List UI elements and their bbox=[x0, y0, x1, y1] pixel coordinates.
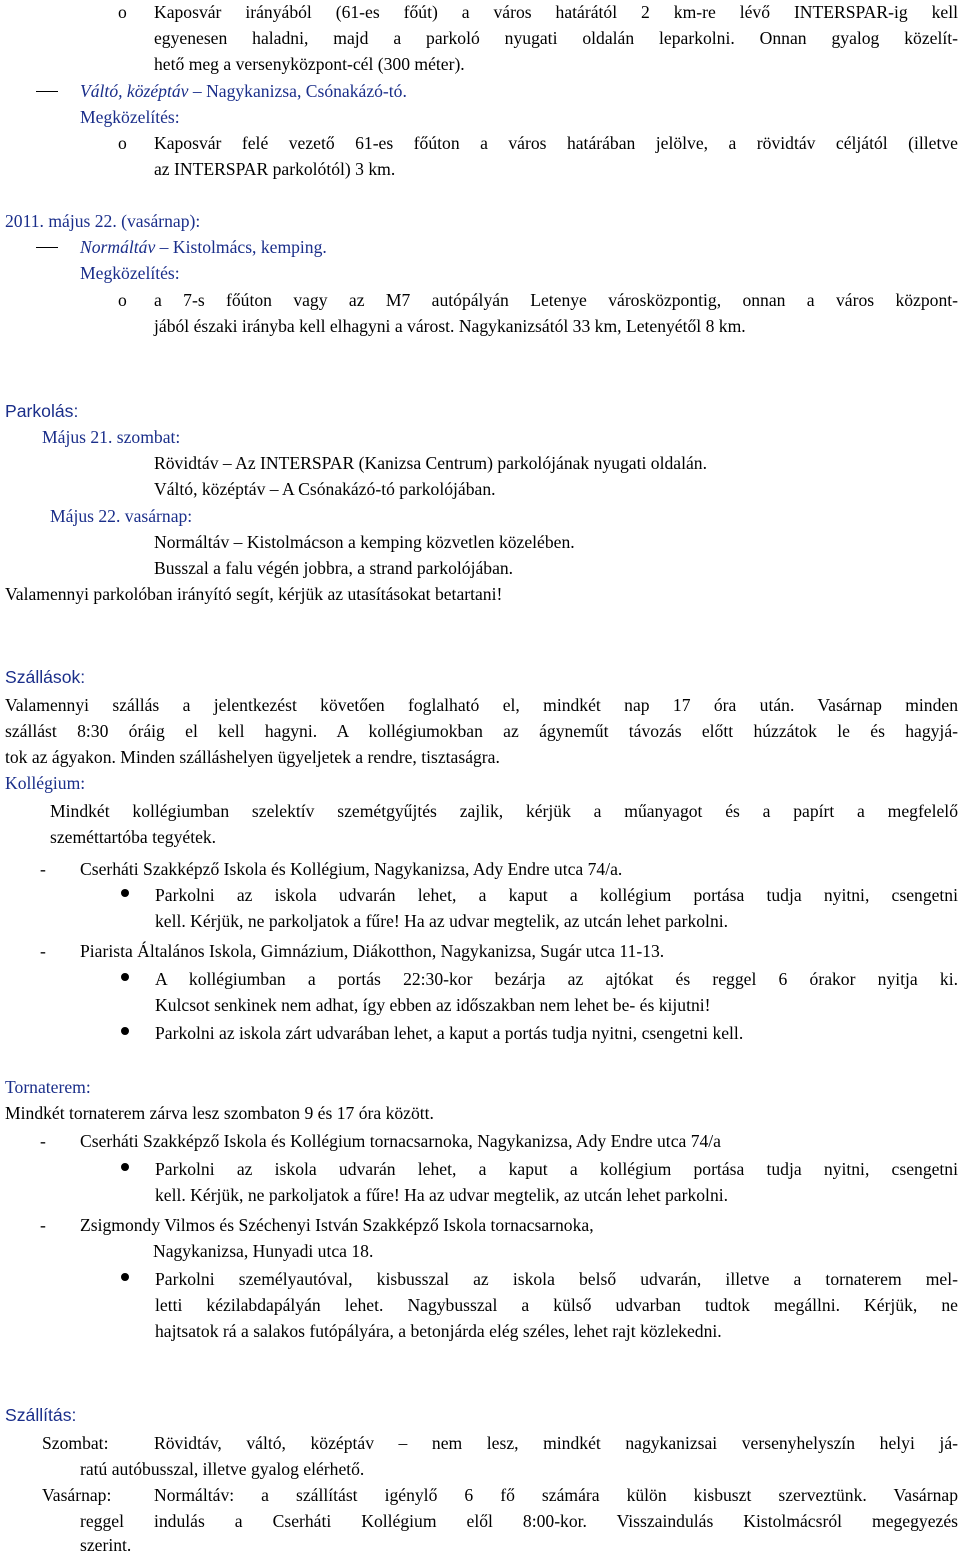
parking-info: Normáltáv – Kistolmácson a kemping közvetlen közelében. bbox=[154, 532, 575, 552]
directions-line: jából északi irányba kell elhagyni a várost. Nagykanizsától 33 km, Letenyétől 8 km. bbox=[154, 316, 746, 336]
parking-info: Rövidtáv – Az INTERSPAR (Kanizsa Centrum) parkolójának nyugati oldalán. bbox=[154, 453, 707, 473]
gym-paragraph: Mindkét tornaterem zárva lesz szombaton 9 és 17 óra között. bbox=[5, 1103, 434, 1123]
transport-info: ratú autóbusszal, illetve gyalog elérhető. bbox=[80, 1459, 365, 1479]
school-info: kell. Kérjük, ne parkoljatok a fűre! Ha az udvar megtelik, az utcán lehet parkolni. bbox=[155, 911, 729, 931]
school-name: Cserháti Szakképző Iskola és Kollégium, Nagykanizsa, Ady Endre utca 74/a. bbox=[80, 859, 623, 879]
relay-middle-entry: Váltó, középtáv – Nagykanizsa, Csónakázó-tó. bbox=[80, 81, 407, 101]
parking-info: Váltó, középtáv – A Csónakázó-tó parkolójában. bbox=[154, 479, 496, 499]
parking-day: Május 21. szombat: bbox=[42, 427, 181, 447]
dash-marker: - bbox=[40, 1215, 46, 1235]
gym-info: kell. Kérjük, ne parkoljatok a fűre! Ha az udvar megtelik, az utcán lehet parkolni. bbox=[155, 1185, 729, 1205]
normal-distance-entry: Normáltáv – Kistolmács, kemping. bbox=[80, 237, 327, 257]
parking-day: Május 22. vasárnap: bbox=[50, 506, 193, 526]
directions-line: az INTERSPAR parkolótól) 3 km. bbox=[154, 159, 396, 179]
gym-address: Nagykanizsa, Hunyadi utca 18. bbox=[153, 1241, 374, 1261]
section-heading-parking: Parkolás: bbox=[5, 401, 79, 421]
date-heading: 2011. május 22. (vasárnap): bbox=[5, 211, 201, 231]
gym-info: Parkolni az iskola udvarán lehet, a kaput a kollégium portása tudja nyitni, csengetni bbox=[155, 1159, 958, 1179]
gym-info: hajtsatok rá a salakos futópályára, a betonjárda elég széles, lehet rajt közlekedni. bbox=[155, 1321, 722, 1341]
dash-marker bbox=[36, 247, 58, 248]
list-marker-o: o bbox=[118, 133, 127, 153]
dash-marker bbox=[36, 91, 58, 92]
bullet-icon bbox=[121, 1163, 129, 1171]
parking-note: Valamennyi parkolóban irányító segít, kérjük az utasításokat betartani! bbox=[5, 584, 503, 604]
venue-name: Kistolmács, kemping. bbox=[172, 237, 327, 257]
bullet-icon bbox=[121, 1273, 129, 1281]
bullet-icon bbox=[121, 1027, 129, 1035]
transport-info: reggel indulás a Cserháti Kollégium elől 8:00-kor. Visszaindulás Kistolmácsról megegyezés bbox=[80, 1511, 958, 1531]
category-name: Normáltáv bbox=[80, 237, 156, 257]
transport-info: szerint. bbox=[80, 1535, 132, 1555]
lodging-paragraph: tok az ágyakon. Minden szálláshelyen ügyeljetek a rendre, tisztaságra. bbox=[5, 747, 500, 767]
directions-line: Kaposvár irányából (61-es főút) a város határától 2 km-re lévő INTERSPAR-ig kell bbox=[154, 2, 958, 22]
transport-info: Normáltáv: a szállítást igénylő 6 fő számára külön kisbuszt szerveztünk. Vasárnap bbox=[154, 1485, 958, 1505]
list-marker-o: o bbox=[118, 2, 127, 22]
approach-label: Megközelítés: bbox=[80, 263, 180, 283]
gym-label: Tornaterem: bbox=[5, 1077, 91, 1097]
approach-label: Megközelítés: bbox=[80, 107, 180, 127]
gym-info: Parkolni személyautóval, kisbusszal az iskola belső udvarán, illetve a tornaterem mel- bbox=[155, 1269, 958, 1289]
school-info: Parkolni az iskola udvarán lehet, a kaput a kollégium portása tudja nyitni, csengetni bbox=[155, 885, 958, 905]
school-info: Kulcsot senkinek nem adhat, így ebben az időszakban nem lehet be- és kijutni! bbox=[155, 995, 711, 1015]
section-heading-transport: Szállítás: bbox=[5, 1405, 77, 1425]
venue-name: Nagykanizsa, Csónakázó-tó. bbox=[206, 81, 407, 101]
school-info: A kollégiumban a portás 22:30-kor bezárja az ajtókat és reggel 6 órakor nyitja ki. bbox=[155, 969, 958, 989]
school-info: Parkolni az iskola zárt udvarában lehet, a kaput a portás tudja nyitni, csengetni kell. bbox=[155, 1023, 744, 1043]
dormitory-note: szeméttartóba tegyétek. bbox=[50, 827, 217, 847]
lodging-paragraph: Valamennyi szállás a jelentkezést követően foglalható el, mindkét nap 17 óra után. Vasárnap minden bbox=[5, 695, 958, 715]
dash-marker: - bbox=[40, 1131, 46, 1151]
list-marker-o: o bbox=[118, 290, 127, 310]
dormitory-label: Kollégium: bbox=[5, 773, 86, 793]
dash-marker: - bbox=[40, 859, 46, 879]
transport-day-label: Szombat: bbox=[42, 1433, 109, 1453]
parking-info: Busszal a falu végén jobbra, a strand parkolójában. bbox=[154, 558, 514, 578]
dormitory-note: Mindkét kollégiumban szelektív szemétgyűjtés zajlik, kérjük a műanyagot és a papírt a megfelelő bbox=[50, 801, 958, 821]
directions-line: egyenesen haladni, majd a parkoló nyugati oldalán leparkolni. Onnan gyalog közelít- bbox=[154, 28, 958, 48]
transport-day-label: Vasárnap: bbox=[42, 1485, 112, 1505]
school-name: Piarista Általános Iskola, Gimnázium, Diákotthon, Nagykanizsa, Sugár utca 11-13. bbox=[80, 941, 665, 961]
bullet-icon bbox=[121, 973, 129, 981]
directions-line: Kaposvár felé vezető 61-es főúton a város határában jelölve, a rövidtáv céljától (illetve bbox=[154, 133, 958, 153]
gym-info: letti kézilabdapályán lehet. Nagybusszal a külső udvarban tudtok megállni. Kérjük, ne bbox=[155, 1295, 958, 1315]
gym-name: Cserháti Szakképző Iskola és Kollégium tornacsarnoka, Nagykanizsa, Ady Endre utca 74/a bbox=[80, 1131, 721, 1151]
section-heading-lodging: Szállások: bbox=[5, 667, 86, 687]
directions-line: a 7-s főúton vagy az M7 autópályán Letenye városközpontig, onnan a város központ- bbox=[154, 290, 958, 310]
transport-info: Rövidtáv, váltó, középtáv – nem lesz, mindkét nagykanizsai versenyhelyszín helyi já- bbox=[154, 1433, 958, 1453]
dash-marker: - bbox=[40, 941, 46, 961]
lodging-paragraph: szállást 8:30 óráig el kell hagyni. A kollégiumokban az ágyneműt távozás előtt húzzátok le és hagyjá- bbox=[5, 721, 958, 741]
directions-line: hető meg a versenyközpont-cél (300 méter). bbox=[154, 54, 465, 74]
category-name: Váltó, középtáv bbox=[80, 81, 189, 101]
gym-name: Zsigmondy Vilmos és Széchenyi István Szakképző Iskola tornacsarnoka, bbox=[80, 1215, 594, 1235]
bullet-icon bbox=[121, 889, 129, 897]
